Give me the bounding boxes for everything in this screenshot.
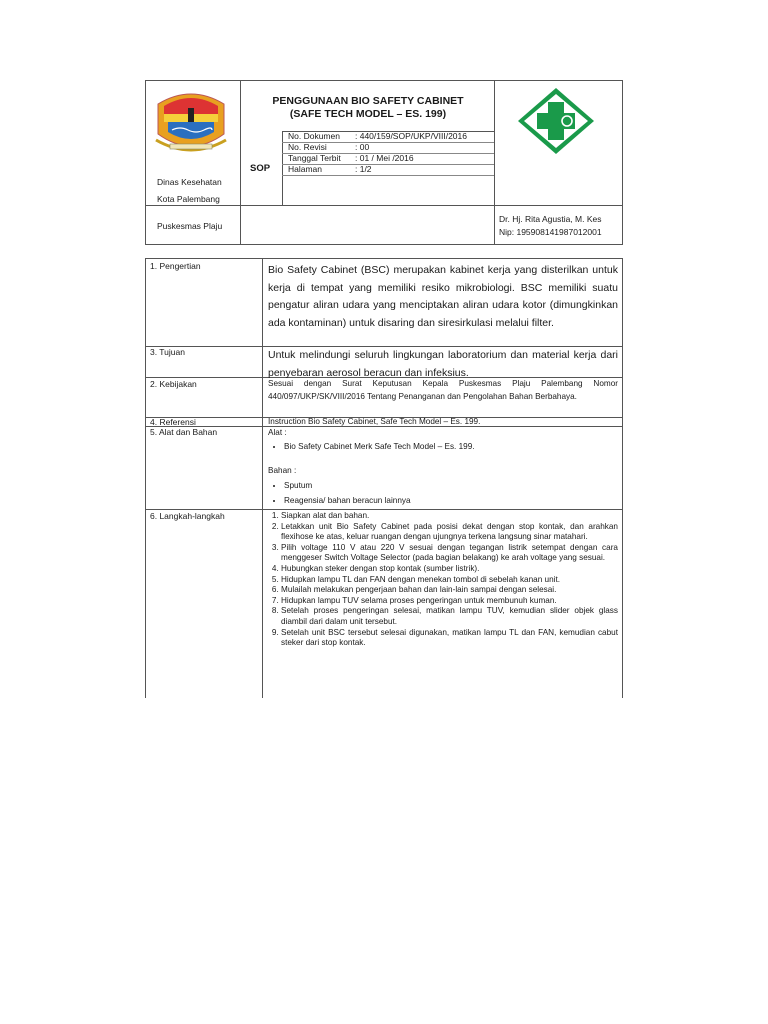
step-item: 3. Pilih voltage 110 V atau 220 V sesuai dengan tegangan listrik setempat dengan cara menggeser Switch Voltage Selector (pada bagian belakang) ke arah voltage yang sesuai.: [281, 543, 618, 564]
label-pengertian: 1. Pengertian: [150, 261, 201, 271]
step-item: 6. Mulailah melakukan pengerjaan bahan dan lain-lain sampai dengan selesai.: [281, 585, 618, 596]
bahan-item: • Reagensia/ bahan beracun lainnya: [284, 495, 618, 506]
meta-label-date: Tanggal Terbit: [288, 153, 341, 163]
bahan-label: Bahan :: [268, 466, 297, 475]
step-item: 4. Hubungkan steker dengan stop kontak (sumber listrik).: [281, 564, 618, 575]
label-langkah: 6. Langkah-langkah: [150, 511, 225, 521]
label-tujuan: 3. Tujuan: [150, 347, 185, 357]
meta-label-doc: No. Dokumen: [288, 131, 340, 141]
sop-label: SOP: [250, 163, 271, 174]
label-alat-bahan: 5. Alat dan Bahan: [150, 427, 218, 437]
step-item: 7. Hidupkan lampu TUV selama proses pengeringan untuk membunuh kuman.: [281, 596, 618, 607]
title-line-1: PENGGUNAAN BIO SAFETY CABINET: [272, 95, 464, 107]
meta-value-rev: : 00: [355, 142, 370, 152]
step-item: 8. Setelah proses pengeringan selesai, matikan lampu TUV, kemudian slider objek glass diambil dari dalam unit tersebut.: [281, 606, 618, 627]
step-item: 1. Siapkan alat dan bahan.: [281, 511, 618, 522]
pengertian-text: Bio Safety Cabinet (BSC) merupakan kabinet kerja yang disterilkan untuk kerja di tempat yang memiliki resiko mikrobiologi. BSC memiliki suatu pengatur aliran udara yang menciptakan aliran udara kotor (dimungkinkan ada kontaminan) untuk disaring dan siresirkulasi melalui filter.: [268, 264, 618, 329]
org-name-line2: Kota Palembang: [157, 194, 220, 204]
meta-label-rev: No. Revisi: [288, 142, 327, 152]
puskesmas-name: Puskesmas Plaju: [157, 221, 223, 231]
label-referensi: 4. Referensi: [150, 417, 196, 427]
alat-item: • Bio Safety Cabinet Merk Safe Tech Model – Es. 199.: [284, 441, 618, 452]
referensi-text: Instruction Bio Safety Cabinet, Safe Tech Model – Es. 199.: [268, 417, 481, 426]
step-item: 9. Setelah unit BSC tersebut selesai digunakan, matikan lampu TL dan FAN, kemudian cabut steker dari stop kontak.: [281, 628, 618, 649]
title-line-2: (SAFE TECH MODEL – ES. 199): [289, 108, 447, 120]
alat-label: Alat :: [268, 428, 287, 437]
step-item: 5. Hidupkan lampu TL dan FAN dengan menekan tombol di sebelah kanan unit.: [281, 575, 618, 586]
label-kebijakan: 2. Kebijakan: [150, 379, 197, 389]
langkah-list: [268, 511, 618, 649]
signer-nip: Nip: 195908141987012001: [499, 227, 602, 237]
signer-name: Dr. Hj. Rita Agustia, M. Kes: [499, 214, 602, 224]
org-name-line1: Dinas Kesehatan: [157, 177, 222, 187]
alat-bahan-content: [268, 427, 618, 506]
meta-value-doc: : 440/159/SOP/UKP/VIII/2016: [355, 131, 467, 141]
tujuan-text: Untuk melindungi seluruh lingkungan laboratorium dan material kerja dari penyebaran aerosol beracun dan infeksius.: [268, 349, 618, 379]
meta-value-date: : 01 / Mei /2016: [355, 153, 414, 163]
puskesmas-logo: [510, 84, 602, 158]
document-title: [241, 95, 495, 121]
meta-value-page: : 1/2: [355, 164, 372, 174]
step-item: 2. Letakkan unit Bio Safety Cabinet pada posisi dekat dengan stop kontak, dan arahkan flexihose ke atas, keluar ruangan dengan ujungnya terkena langsung sinar matahari.: [281, 522, 618, 543]
kebijakan-text: Sesuai dengan Surat Keputusan Kepala Puskesmas Plaju Palembang Nomor 440/097/UKP/SK/VIII/2016 Tentang Penanganan dan Pengolahan Bahan Berbahaya.: [268, 379, 618, 401]
palembang-logo: [150, 82, 232, 162]
bahan-item: • Sputum: [284, 480, 618, 491]
meta-label-page: Halaman: [288, 164, 323, 174]
